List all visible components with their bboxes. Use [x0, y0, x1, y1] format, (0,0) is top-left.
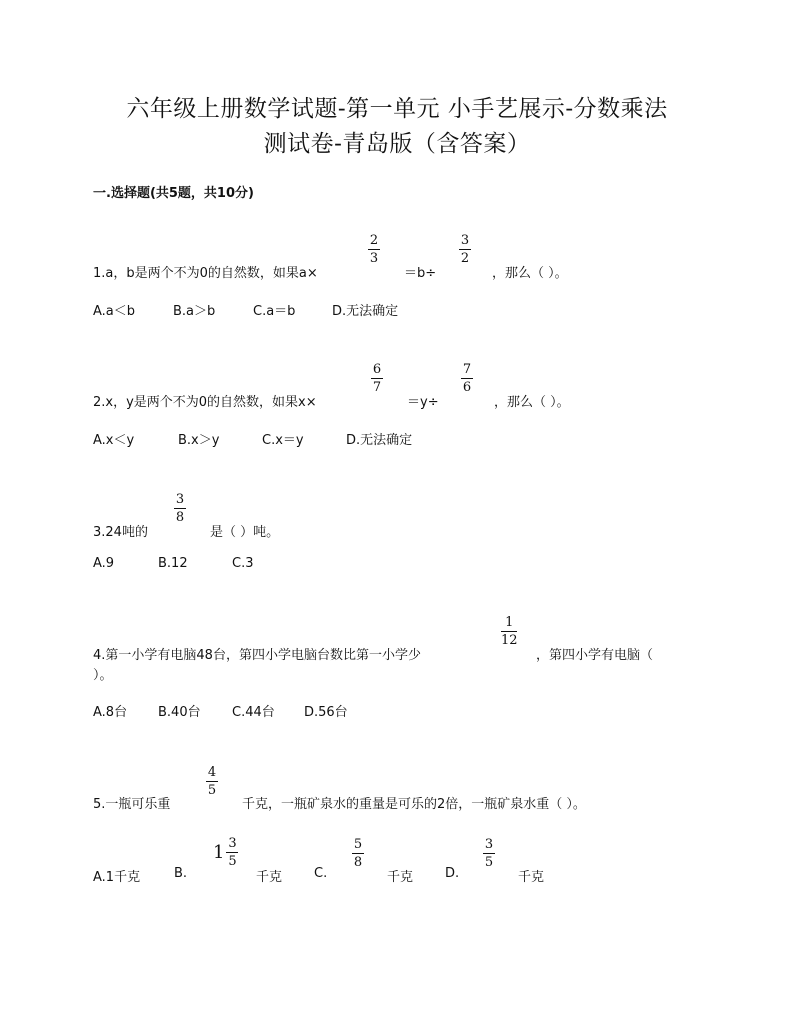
- question-5-option-c-unit: 千克: [387, 870, 414, 885]
- fraction-denominator: 6: [462, 380, 472, 395]
- question-5-text-2: 千克，一瓶矿泉水的重量是可乐的2倍，一瓶矿泉水重（ ）。: [242, 797, 586, 812]
- fraction-numerator: 3: [460, 233, 470, 248]
- fraction-numerator: 6: [372, 362, 382, 377]
- question-3-text: 3.24吨的: [93, 525, 148, 540]
- fraction-bar: [368, 249, 380, 250]
- question-5-option-b-unit: 千克: [256, 870, 283, 885]
- fraction-numerator: 3: [228, 836, 237, 851]
- page-title-line2: 测试卷-青岛版（含答案）: [263, 131, 531, 157]
- question-5-option-c-fraction: [352, 837, 364, 870]
- question-2-option-c: C.x＝y: [262, 433, 304, 448]
- fraction-numerator: 5: [353, 837, 363, 852]
- mixed-fraction: [226, 836, 238, 869]
- question-1-text-2: ＝b÷: [404, 266, 437, 281]
- question-3-option-b: B.12: [158, 556, 188, 571]
- question-3-fraction-1: [174, 492, 186, 525]
- section-heading: 一.选择题(共5题，共10分): [93, 186, 254, 201]
- fraction-denominator: 3: [369, 251, 379, 266]
- question-1-text: 1.a，b是两个不为0的自然数，如果a×: [93, 266, 318, 281]
- question-5-text: 5.一瓶可乐重: [93, 797, 171, 812]
- fraction-denominator: 5: [207, 783, 217, 798]
- question-2-text: 2.x，y是两个不为0的自然数，如果x×: [93, 395, 317, 410]
- fraction-bar: [501, 631, 517, 632]
- fraction-numerator: 7: [462, 362, 472, 377]
- fraction-bar: [461, 378, 473, 379]
- page-title-line1: 六年级上册数学试题-第一单元 小手艺展示-分数乘法: [126, 96, 668, 122]
- question-4-option-b: B.40台: [158, 705, 201, 720]
- fraction-numerator: 3: [484, 837, 494, 852]
- question-1-option-b: B.a＞b: [173, 304, 216, 319]
- question-3-option-c: C.3: [232, 556, 254, 571]
- question-4-text-3: ）。: [93, 668, 113, 683]
- question-1-option-c: C.a＝b: [253, 304, 296, 319]
- question-5-option-b-mixed-number: [213, 836, 238, 869]
- question-1-fraction-2: [459, 233, 471, 266]
- question-5-option-c-label: C.: [314, 866, 328, 881]
- question-5-option-a: A.1千克: [93, 870, 141, 885]
- question-5-option-d-label: D.: [445, 866, 460, 881]
- question-4-fraction-1: [501, 615, 518, 648]
- fraction-numerator: 3: [175, 492, 185, 507]
- fraction-denominator: 5: [484, 855, 494, 870]
- fraction-denominator: 12: [501, 633, 518, 648]
- question-5-option-d-fraction: [483, 837, 495, 870]
- fraction-denominator: 2: [460, 251, 470, 266]
- fraction-bar: [174, 508, 186, 509]
- fraction-numerator: 1: [505, 615, 514, 630]
- question-2-text-2: ＝y÷: [407, 395, 439, 410]
- question-2-text-3: ，那么（ ）。: [494, 395, 570, 410]
- question-4-text-2: ，第四小学有电脑（: [536, 648, 654, 663]
- question-4-option-a: A.8台: [93, 705, 128, 720]
- fraction-bar: [371, 378, 383, 379]
- mixed-whole: 1: [213, 842, 225, 863]
- question-2-option-a: A.x＜y: [93, 433, 135, 448]
- question-4-option-c: C.44台: [232, 705, 275, 720]
- fraction-bar: [206, 781, 218, 782]
- question-3-option-a: A.9: [93, 556, 115, 571]
- question-1-fraction-1: [368, 233, 380, 266]
- question-2-fraction-1: [371, 362, 383, 395]
- question-5-option-d-unit: 千克: [518, 870, 545, 885]
- question-1-option-a: A.a＜b: [93, 304, 136, 319]
- question-3-text-2: 是（ ）吨。: [210, 525, 280, 540]
- question-4-text: 4.第一小学有电脑48台，第四小学电脑台数比第一小学少: [93, 648, 421, 663]
- question-2-fraction-2: [461, 362, 473, 395]
- fraction-denominator: 8: [175, 510, 185, 525]
- fraction-denominator: 8: [353, 855, 363, 870]
- question-2-option-b: B.x＞y: [178, 433, 220, 448]
- question-5-fraction-1: [206, 765, 218, 798]
- fraction-bar: [226, 852, 238, 853]
- fraction-denominator: 7: [372, 380, 382, 395]
- fraction-bar: [352, 853, 364, 854]
- fraction-bar: [459, 249, 471, 250]
- question-1-option-d: D.无法确定: [332, 304, 399, 319]
- question-4-option-d: D.56台: [304, 705, 348, 720]
- question-2-option-d: D.无法确定: [346, 433, 413, 448]
- fraction-numerator: 4: [207, 765, 217, 780]
- fraction-numerator: 2: [369, 233, 379, 248]
- fraction-bar: [483, 853, 495, 854]
- fraction-denominator: 5: [228, 854, 237, 869]
- question-5-option-b-label: B.: [174, 866, 188, 881]
- question-1-text-3: ，那么（ ）。: [492, 266, 568, 281]
